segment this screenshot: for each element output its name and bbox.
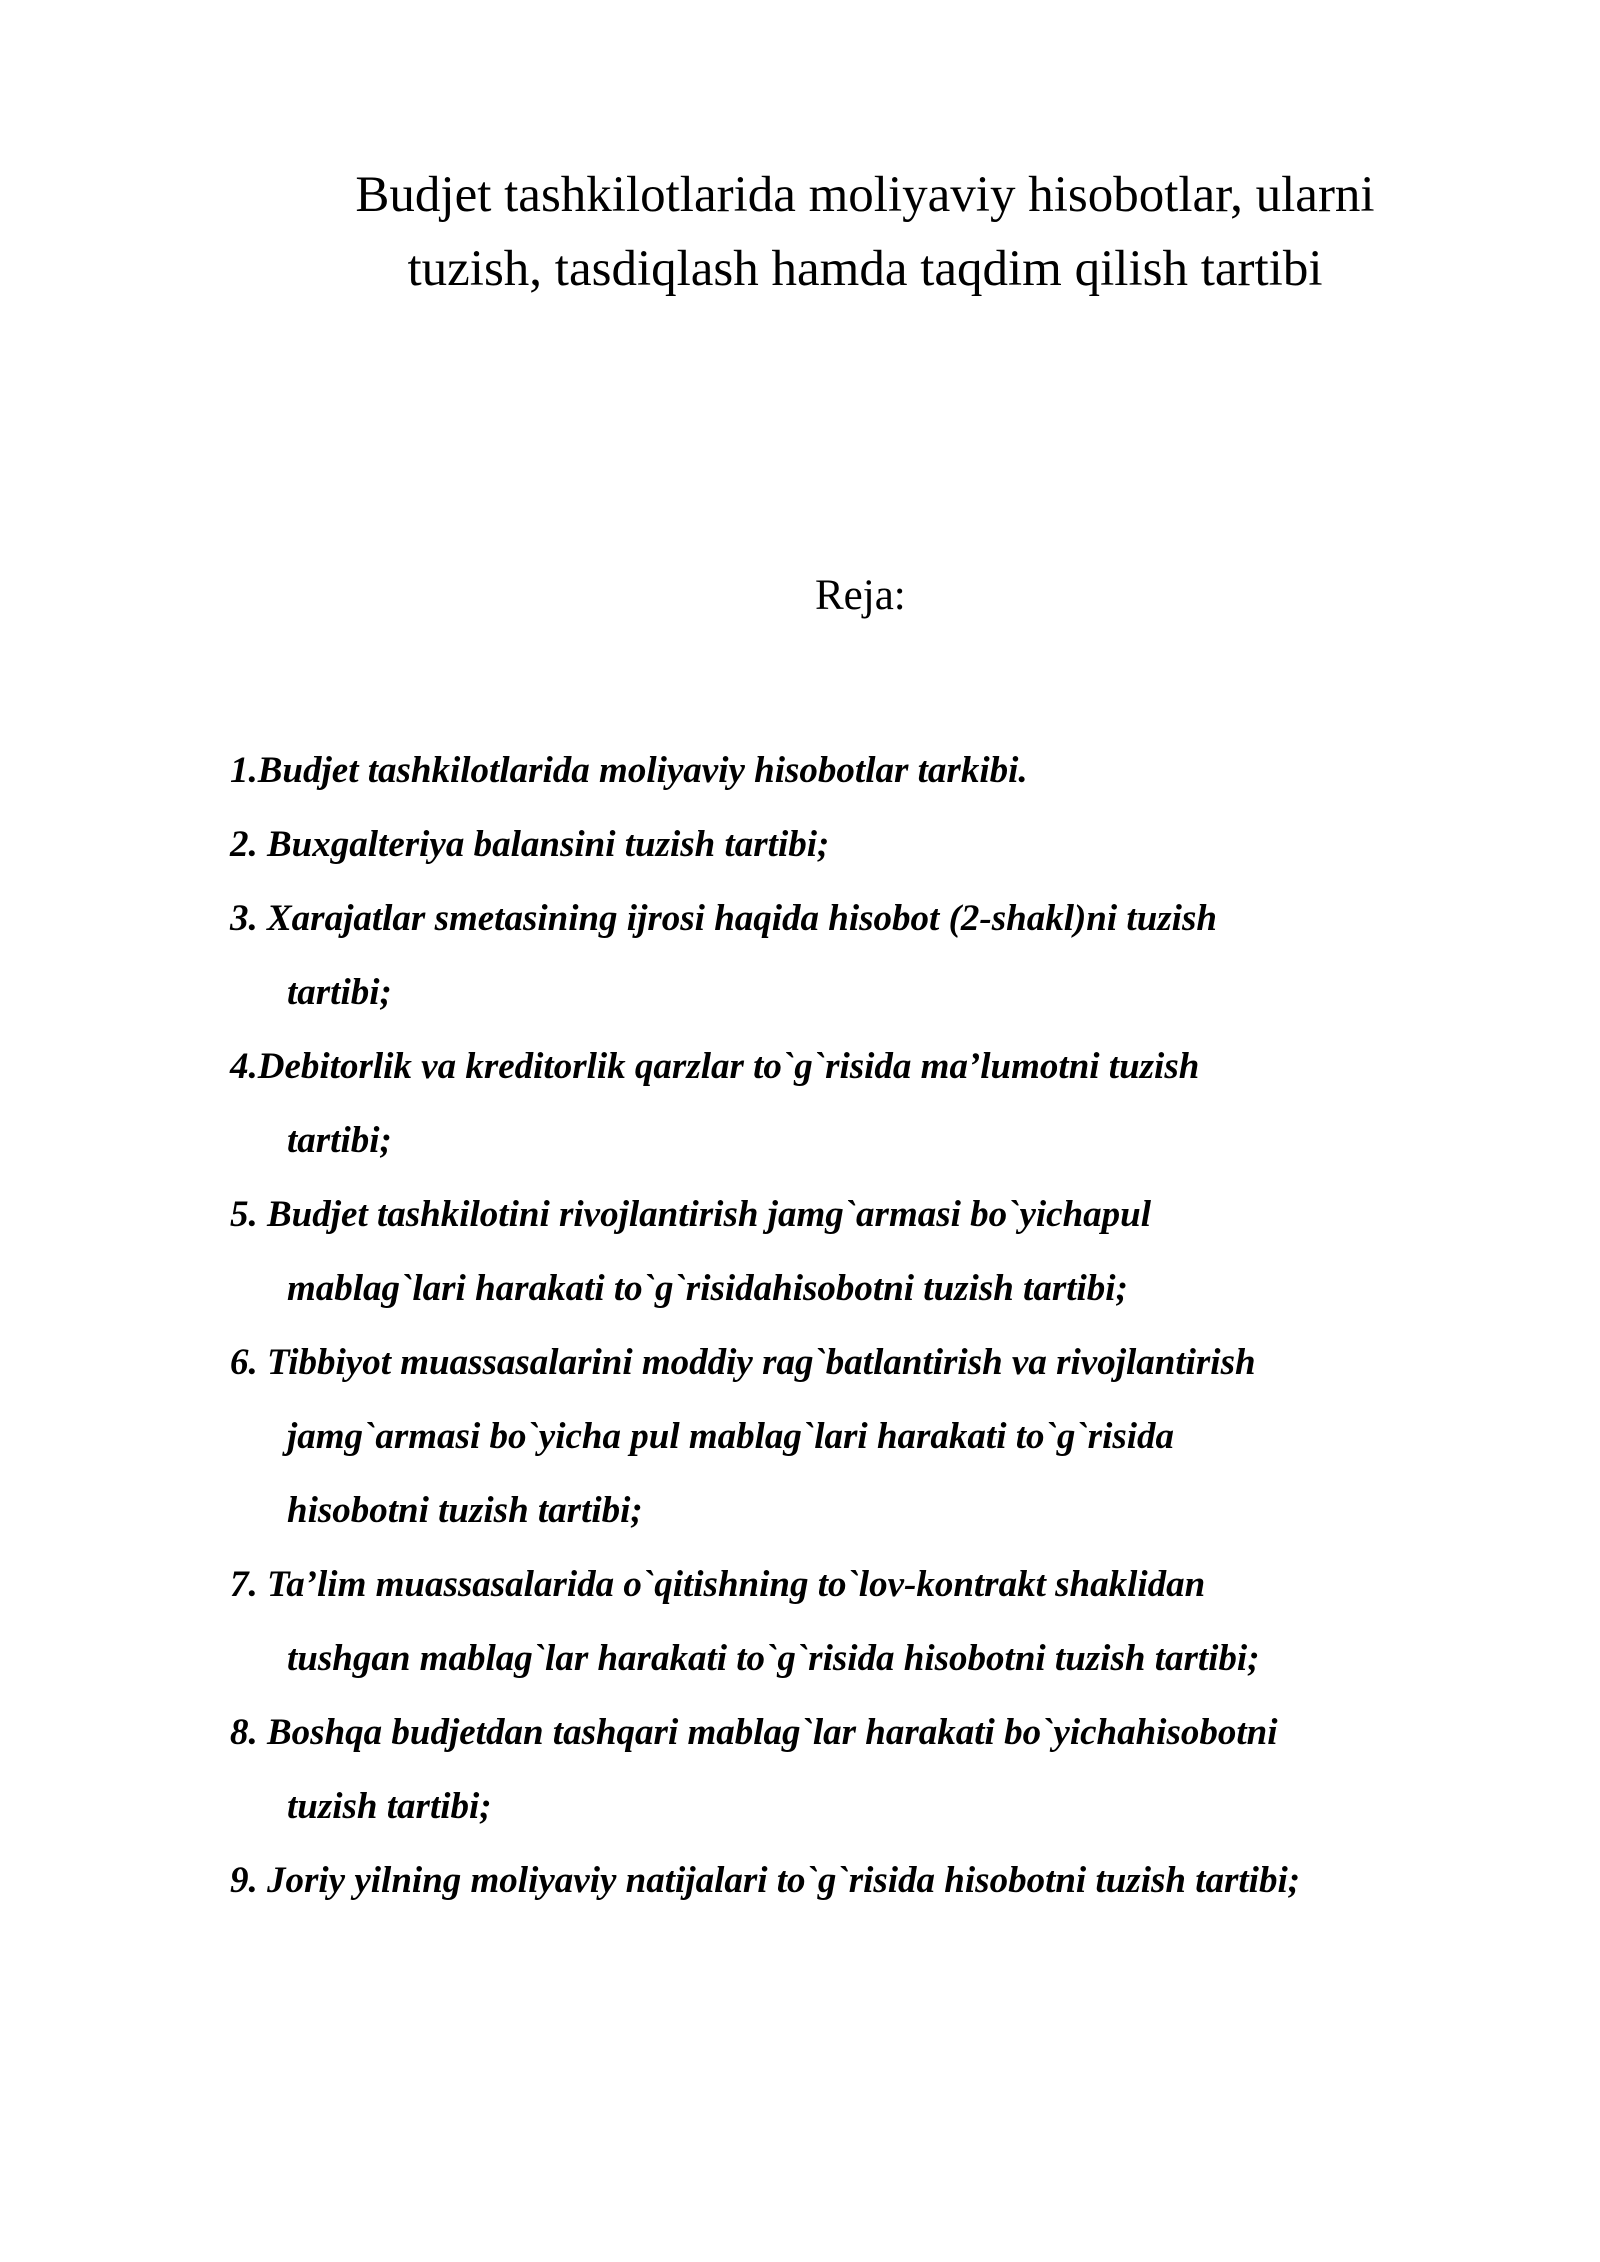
plan-item-line: tartibi; <box>287 1120 392 1161</box>
plan-item-line: 5. Budjet tashkilotini rivojlantirish jamg`armasi bo`yichapul <box>230 1194 1152 1235</box>
plan-item <box>230 1844 1580 1918</box>
plan-item <box>230 808 1580 882</box>
plan-item-line: 7. Ta’lim muassasalarida o`qitishning to`lov-kontrakt shaklidan <box>230 1564 1206 1605</box>
plan-item-line: 1.Budjet tashkilotlarida moliyaviy hisobotlar tarkibi. <box>230 750 1028 791</box>
plan-item <box>230 1696 1580 1844</box>
plan-item <box>230 1030 1580 1178</box>
plan-item <box>230 734 1580 808</box>
plan-item <box>230 1326 1580 1548</box>
plan-item-line: tushgan mablag`lar harakati to`g`risida hisobotni tuzish tartibi; <box>287 1638 1260 1679</box>
plan-item <box>230 1548 1580 1696</box>
document-title <box>200 158 1530 306</box>
title-line: Budjet tashkilotlarida moliyaviy hisobotlar, ularni <box>355 167 1375 223</box>
plan-item-line: 9. Joriy yilning moliyaviy natijalari to`g`risida hisobotni tuzish tartibi; <box>230 1860 1301 1901</box>
plan-item <box>230 1178 1580 1326</box>
plan-item-line: tuzish tartibi; <box>287 1786 492 1827</box>
plan-item-line: 2. Buxgalteriya balansini tuzish tartibi; <box>230 824 830 865</box>
plan-item-line: 4.Debitorlik va kreditorlik qarzlar to`g`risida ma’lumotni tuzish <box>230 1046 1200 1087</box>
plan-item-line: 3. Xarajatlar smetasining ijrosi haqida hisobot (2-shakl)ni tuzish <box>230 898 1217 939</box>
title-line: tuzish, tasdiqlash hamda taqdim qilish tartibi <box>407 241 1323 297</box>
plan-heading: Reja: <box>815 572 906 619</box>
plan-item-line: jamg`armasi bo`yicha pul mablag`lari harakati to`g`risida <box>287 1416 1175 1457</box>
plan-item-line: 6. Tibbiyot muassasalarini moddiy rag`batlantirish va rivojlantirish <box>230 1342 1256 1383</box>
plan-item <box>230 882 1580 1030</box>
plan-item-line: hisobotni tuzish tartibi; <box>287 1490 643 1531</box>
plan-item-line: tartibi; <box>287 972 392 1013</box>
plan-item-line: mablag`lari harakati to`g`risidahisobotni tuzish tartibi; <box>287 1268 1128 1309</box>
plan-list <box>230 734 1580 1918</box>
plan-item-line: 8. Boshqa budjetdan tashqari mablag`lar harakati bo`yichahisobotni <box>230 1712 1278 1753</box>
